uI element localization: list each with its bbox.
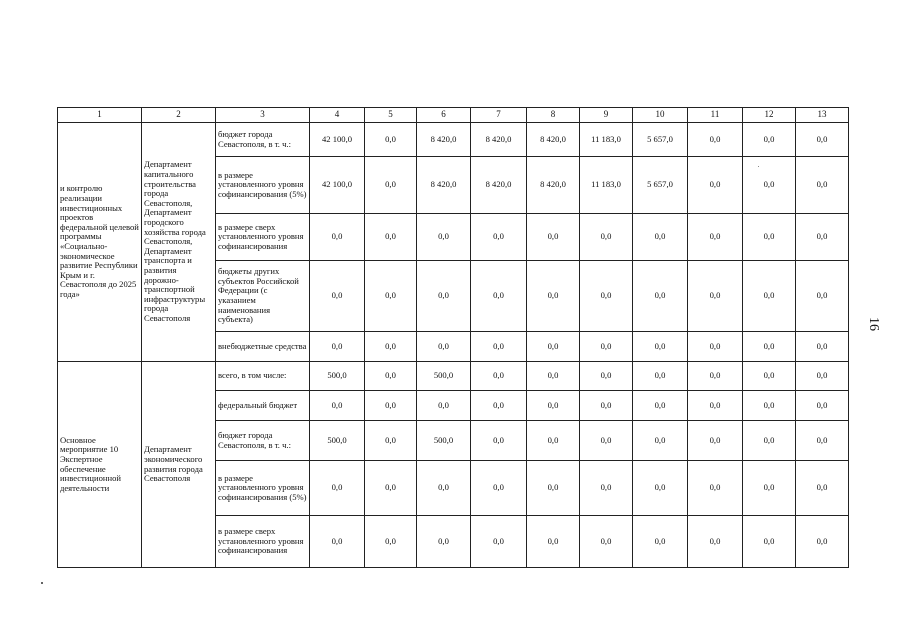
table-row [58,123,849,157]
value-cell: 0,0 [688,421,743,461]
value-cell: 0,0 [743,261,796,332]
value-cell: 0,0 [743,214,796,261]
scan-speck [41,582,43,584]
value-cell: 8 420,0 [417,157,471,214]
value-cell: 0,0 [527,516,580,568]
value-cell: 0,0 [580,461,633,516]
column-number: 8 [527,108,580,123]
value-cell: 0,0 [365,261,417,332]
value-cell: 8 420,0 [527,123,580,157]
value-cell: 0,0 [365,157,417,214]
value-cell: 0,0 [471,391,527,421]
funding-source-cell: всего, в том числе: [216,362,310,391]
value-cell: 0,0 [365,516,417,568]
value-cell: 0,0 [688,214,743,261]
value-cell: 0,0 [580,391,633,421]
value-cell: 0,0 [365,332,417,362]
value-cell: 0,0 [417,391,471,421]
funding-source-cell: в размере установленного уровня софинансирования (5%) [216,461,310,516]
value-cell: 42 100,0 [310,157,365,214]
block-fcp-investment-control [58,123,849,362]
value-cell: 0,0 [796,516,849,568]
value-cell: 0,0 [471,421,527,461]
scan-speck [758,166,759,167]
value-cell: 0,0 [527,421,580,461]
value-cell: 0,0 [310,214,365,261]
table-row [58,362,849,391]
value-cell: 0,0 [633,461,688,516]
value-cell: 0,0 [633,421,688,461]
value-cell: 0,0 [365,214,417,261]
value-cell: 500,0 [417,362,471,391]
value-cell: 0,0 [310,461,365,516]
value-cell: 0,0 [580,261,633,332]
value-cell: 0,0 [580,421,633,461]
value-cell: 0,0 [417,461,471,516]
column-number: 13 [796,108,849,123]
column-number: 6 [417,108,471,123]
value-cell: 0,0 [633,362,688,391]
value-cell: 0,0 [580,516,633,568]
funding-source-cell: бюджет города Севастополя, в т. ч.: [216,123,310,157]
executor-cell: Департамент экономического развития города Севастополя [142,362,216,568]
value-cell: 0,0 [527,261,580,332]
column-number: 5 [365,108,417,123]
value-cell: 0,0 [365,461,417,516]
value-cell: 0,0 [796,157,849,214]
value-cell: 0,0 [688,362,743,391]
value-cell: 0,0 [796,391,849,421]
value-cell: 0,0 [580,332,633,362]
value-cell: 0,0 [471,214,527,261]
value-cell: 0,0 [527,214,580,261]
funding-table [57,107,849,568]
value-cell: 0,0 [417,261,471,332]
value-cell: 0,0 [527,461,580,516]
value-cell: 0,0 [527,332,580,362]
value-cell: 0,0 [688,123,743,157]
funding-source-cell: в размере сверх установленного уровня софинансирования [216,214,310,261]
value-cell: 5 657,0 [633,123,688,157]
funding-source-cell: внебюджетные средства [216,332,310,362]
funding-source-cell: федеральный бюджет [216,391,310,421]
value-cell: 0,0 [471,461,527,516]
value-cell: 0,0 [471,332,527,362]
value-cell: 0,0 [633,214,688,261]
value-cell: 0,0 [743,362,796,391]
value-cell: 500,0 [310,362,365,391]
value-cell: 0,0 [743,157,796,214]
value-cell: 0,0 [633,261,688,332]
value-cell: 11 183,0 [580,157,633,214]
value-cell: 500,0 [310,421,365,461]
value-cell: 0,0 [796,421,849,461]
value-cell: 0,0 [688,516,743,568]
value-cell: 0,0 [580,362,633,391]
value-cell: 0,0 [417,214,471,261]
value-cell: 8 420,0 [471,157,527,214]
funding-source-cell: бюджет города Севастополя, в т. ч.: [216,421,310,461]
value-cell: 11 183,0 [580,123,633,157]
value-cell: 0,0 [310,516,365,568]
value-cell: 500,0 [417,421,471,461]
value-cell: 0,0 [310,261,365,332]
value-cell: 0,0 [743,421,796,461]
value-cell: 0,0 [365,391,417,421]
column-number: 10 [633,108,688,123]
value-cell: 0,0 [471,516,527,568]
value-cell: 0,0 [796,362,849,391]
value-cell: 8 420,0 [417,123,471,157]
value-cell: 0,0 [688,461,743,516]
column-number: 11 [688,108,743,123]
value-cell: 0,0 [417,332,471,362]
value-cell: 0,0 [310,332,365,362]
value-cell: 0,0 [633,516,688,568]
funding-source-cell: в размере сверх установленного уровня софинансирования [216,516,310,568]
page-number: 16 [866,317,881,331]
column-number: 3 [216,108,310,123]
block-main-activity-10 [58,362,849,568]
value-cell: 0,0 [743,332,796,362]
value-cell: 42 100,0 [310,123,365,157]
value-cell: 0,0 [633,332,688,362]
value-cell: 0,0 [365,362,417,391]
value-cell: 0,0 [743,123,796,157]
value-cell: 8 420,0 [471,123,527,157]
value-cell: 0,0 [796,461,849,516]
column-number: 4 [310,108,365,123]
value-cell: 0,0 [471,261,527,332]
value-cell: 0,0 [688,332,743,362]
funding-source-cell: в размере установленного уровня софинансирования (5%) [216,157,310,214]
value-cell: 0,0 [310,391,365,421]
value-cell: 0,0 [365,421,417,461]
value-cell: 0,0 [580,214,633,261]
value-cell: 5 657,0 [633,157,688,214]
value-cell: 0,0 [796,261,849,332]
value-cell: 0,0 [688,157,743,214]
value-cell: 0,0 [688,261,743,332]
value-cell: 0,0 [417,516,471,568]
value-cell: 0,0 [743,391,796,421]
value-cell: 0,0 [527,391,580,421]
column-number: 2 [142,108,216,123]
value-cell: 8 420,0 [527,157,580,214]
activity-name-cell: Основное мероприятие 10 Экспертное обеспечение инвестиционной деятельности [58,362,142,568]
funding-source-cell: бюджеты других субъектов Российской Федерации (с указанием наименования субъекта) [216,261,310,332]
value-cell: 0,0 [743,516,796,568]
activity-name-cell: и контролю реализации инвестиционных проектов федеральной целевой программы «Социально-экономическое развитие Республики Крым и г. Севастополя до 2025 года» [58,123,142,362]
value-cell: 0,0 [471,362,527,391]
value-cell: 0,0 [527,362,580,391]
value-cell: 0,0 [688,391,743,421]
executor-cell: Департамент капитального строительства города Севастополя, Департамент городского хозяйства города Севастополя, Департамент транспорта и развития дорожно-транспортной инфраструктуры города Севастополя [142,123,216,362]
value-cell: 0,0 [796,214,849,261]
value-cell: 0,0 [743,461,796,516]
value-cell: 0,0 [796,332,849,362]
column-number: 12 [743,108,796,123]
value-cell: 0,0 [796,123,849,157]
column-number: 7 [471,108,527,123]
column-number: 9 [580,108,633,123]
value-cell: 0,0 [633,391,688,421]
value-cell: 0,0 [365,123,417,157]
column-number: 1 [58,108,142,123]
column-numbers-row [58,108,849,123]
